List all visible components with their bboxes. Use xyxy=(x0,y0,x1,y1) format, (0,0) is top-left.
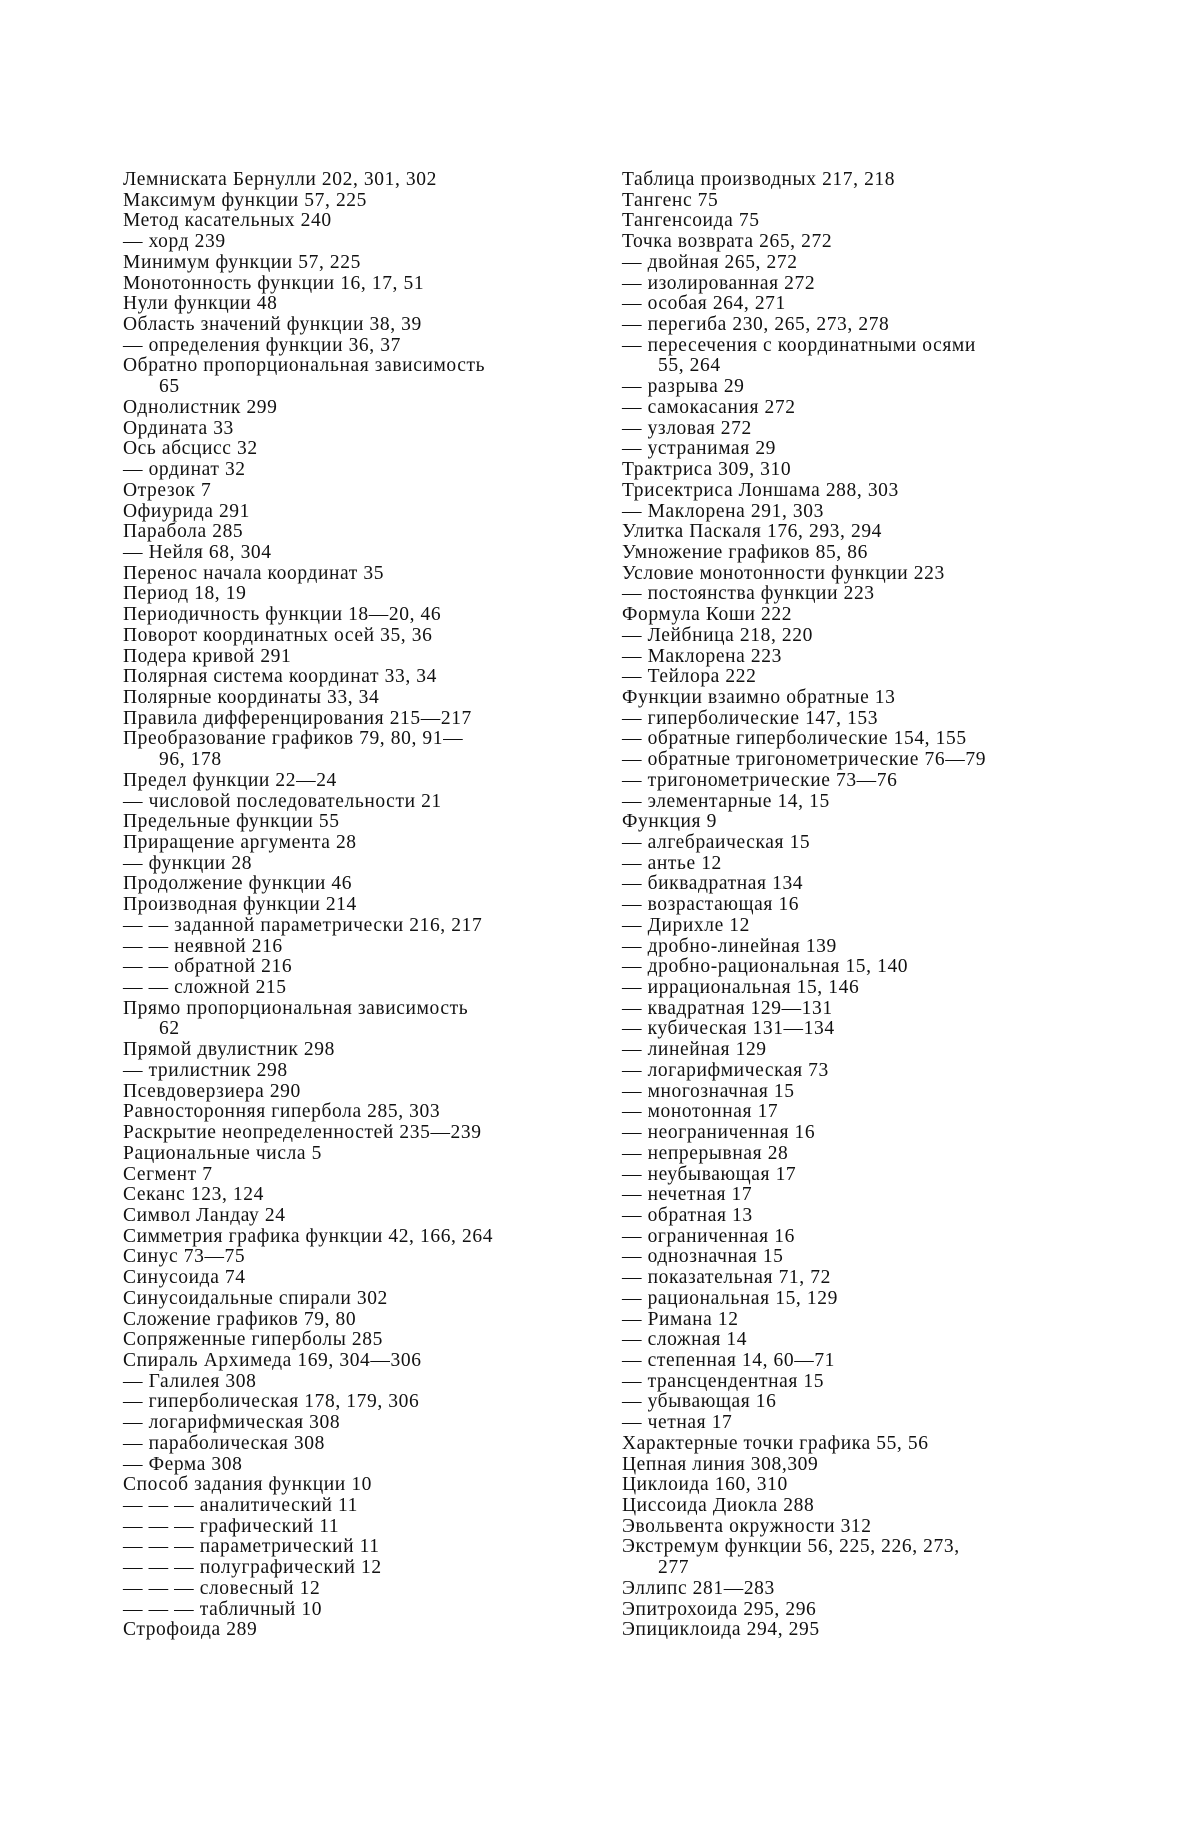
index-entry: — разрыва 29 xyxy=(622,376,745,398)
index-entry: — Ферма 308 xyxy=(123,1453,243,1475)
index-entry: Приращение аргумента 28 xyxy=(123,832,357,853)
index-entry-continuation: 277 xyxy=(658,1557,690,1579)
index-entry: — — — табличный 10 xyxy=(123,1598,323,1620)
index-entry: — Лейбница 218, 220 xyxy=(622,624,813,646)
index-entry: Продолжение функции 46 xyxy=(123,873,353,895)
index-entry-continuation: 96, 178 xyxy=(159,749,222,771)
index-entry: Нули функции 48 xyxy=(123,293,278,315)
index-entry: — Галилея 308 xyxy=(123,1370,257,1392)
index-entry: Трактриса 309, 310 xyxy=(622,459,792,481)
index-entry: — — обратной 216 xyxy=(123,956,293,978)
index-entry: Сопряженные гиперболы 285 xyxy=(123,1329,383,1351)
index-entry: — ординат 32 xyxy=(123,459,246,481)
index-entry: — обратные гиперболические 154, 155 xyxy=(622,728,967,750)
index-entry: — степенная 14, 60—71 xyxy=(622,1349,836,1371)
index-entry: Правила дифференцирования 215—217 xyxy=(123,707,472,729)
index-entry: Область значений функции 38, 39 xyxy=(123,314,422,336)
index-entry: Раскрытие неопределенностей 235—239 xyxy=(123,1122,482,1144)
index-entry: Предельные функции 55 xyxy=(123,811,340,833)
index-entry: — трилистник 298 xyxy=(123,1059,288,1081)
index-entry: Трисектриса Лоншама 288, 303 xyxy=(622,479,899,501)
index-entry: Синус 73—75 xyxy=(123,1246,246,1268)
index-entry: — возрастающая 16 xyxy=(622,894,800,916)
index-entry: Умножение графиков 85, 86 xyxy=(622,541,868,563)
index-entry: Максимум функции 57, 225 xyxy=(123,189,368,211)
index-entry: — иррациональная 15, 146 xyxy=(622,977,860,999)
index-entry: Эпитрохоида 295, 296 xyxy=(622,1598,817,1620)
index-entry: Метод касательных 240 xyxy=(123,210,332,232)
index-entry: — двойная 265, 272 xyxy=(622,251,798,273)
index-entry: Экстремум функции 56, 225, 226, 273, xyxy=(622,1536,960,1558)
index-entry: Сложение графиков 79, 80 xyxy=(123,1308,357,1330)
index-entry: Улитка Паскаля 176, 293, 294 xyxy=(622,521,883,543)
index-entry: Строфоида 289 xyxy=(123,1619,258,1641)
index-entry: — устранимая 29 xyxy=(622,438,777,460)
index-entry: Циссоида Диокла 288 xyxy=(622,1495,815,1516)
index-entry: — — неявной 216 xyxy=(123,935,283,957)
index-entry: — элементарные 14, 15 xyxy=(622,790,830,812)
index-entry: Сегмент 7 xyxy=(123,1163,213,1185)
index-entry: — дробно-рациональная 15, 140 xyxy=(622,956,909,978)
index-entry: Рациональные числа 5 xyxy=(123,1142,322,1164)
index-entry: — хорд 239 xyxy=(123,231,226,253)
index-entry: — особая 264, 271 xyxy=(622,293,786,315)
index-entry: Синусоидальные спирали 302 xyxy=(123,1287,388,1309)
index-entry: — обратные тригонометрические 76—79 xyxy=(622,749,987,771)
index-entry: — Маклорена 291, 303 xyxy=(622,500,824,522)
index-entry: Спираль Архимеда 169, 304—306 xyxy=(123,1349,422,1371)
index-entry: — дробно-линейная 139 xyxy=(622,935,837,957)
index-entry: — квадратная 129—131 xyxy=(622,997,833,1019)
index-entry: — убывающая 16 xyxy=(622,1391,777,1413)
index-entry: — тригонометрические 73—76 xyxy=(622,769,898,791)
index-entry: Прямой двулистник 298 xyxy=(123,1039,335,1061)
index-entry: — — заданной параметрически 216, 217 xyxy=(123,914,483,936)
index-entry: — рациональная 15, 129 xyxy=(622,1287,838,1309)
index-entry: — неограниченная 16 xyxy=(622,1122,816,1144)
index-entry: — монотонная 17 xyxy=(622,1101,779,1123)
index-entry: — алгебраическая 15 xyxy=(622,832,811,853)
index-entry: — трансцендентная 15 xyxy=(622,1370,825,1392)
index-entry: Полярные координаты 33, 34 xyxy=(123,686,380,708)
index-entry: Функции взаимно обратные 13 xyxy=(622,686,896,708)
index-entry: — самокасания 272 xyxy=(622,396,796,418)
index-entry: Тангенсоида 75 xyxy=(622,210,760,232)
index-entry: — — — словесный 12 xyxy=(123,1577,321,1599)
index-entry-continuation: 55, 264 xyxy=(658,355,721,377)
index-entry: — — сложной 215 xyxy=(123,977,287,999)
index-entry: — пересечения с координатными осями xyxy=(622,334,976,356)
index-entry: — логарифмическая 308 xyxy=(123,1412,341,1434)
index-entry: Обратно пропорциональная зависимость xyxy=(123,355,486,377)
index-column-right xyxy=(622,170,1084,1641)
index-entry: Точка возврата 265, 272 xyxy=(622,231,833,253)
index-entry: Предел функции 22—24 xyxy=(123,769,337,791)
index-entry: Характерные точки графика 55, 56 xyxy=(622,1432,929,1454)
index-entry: — сложная 14 xyxy=(622,1329,748,1351)
index-entry: — неубывающая 17 xyxy=(622,1163,797,1185)
index-entry: — нечетная 17 xyxy=(622,1184,753,1206)
index-entry: Минимум функции 57, 225 xyxy=(123,251,361,273)
index-entry: — Дирихле 12 xyxy=(622,914,751,936)
index-entry: Полярная система координат 33, 34 xyxy=(123,666,437,688)
index-entry: — антье 12 xyxy=(622,852,722,874)
index-entry: — Маклорена 223 xyxy=(622,645,782,667)
index-entry: Символ Ландау 24 xyxy=(123,1204,286,1226)
index-entry: Производная функции 214 xyxy=(123,894,357,916)
index-entry: — изолированная 272 xyxy=(622,272,816,294)
index-column-left xyxy=(123,170,583,1641)
index-entry: Условие монотонности функции 223 xyxy=(622,562,945,584)
index-entry: Эвольвента окружности 312 xyxy=(622,1515,872,1537)
index-entry: Ордината 33 xyxy=(123,417,234,439)
index-entry: Симметрия графика функции 42, 166, 264 xyxy=(123,1225,494,1247)
index-entry: Подера кривой 291 xyxy=(123,645,292,667)
index-entry: Периодичность функции 18—20, 46 xyxy=(123,604,442,626)
index-entry: Лемниската Бернулли 202, 301, 302 xyxy=(123,169,437,190)
index-entry: — гиперболические 147, 153 xyxy=(622,707,879,729)
index-entry: — перегиба 230, 265, 273, 278 xyxy=(622,314,890,336)
index-entry: — узловая 272 xyxy=(622,417,752,439)
index-entry: — линейная 129 xyxy=(622,1039,767,1061)
index-entry: Парабола 285 xyxy=(123,521,244,543)
index-entry: Синусоида 74 xyxy=(123,1267,246,1289)
index-entry: Циклоида 160, 310 xyxy=(622,1474,788,1496)
index-entry: — определения функции 36, 37 xyxy=(123,334,401,356)
index-entry-continuation: 62 xyxy=(159,1018,180,1040)
index-entry: Таблица производных 217, 218 xyxy=(622,169,896,190)
index-entry: — показательная 71, 72 xyxy=(622,1267,831,1289)
index-entry: — однозначная 15 xyxy=(622,1246,784,1268)
index-entry: Способ задания функции 10 xyxy=(123,1474,373,1496)
index-entry: — кубическая 131—134 xyxy=(622,1018,835,1040)
index-entry: — биквадратная 134 xyxy=(622,873,804,895)
index-entry-continuation: 65 xyxy=(159,376,180,398)
index-entry: — непрерывная 28 xyxy=(622,1142,789,1164)
index-entry: — логарифмическая 73 xyxy=(622,1059,829,1081)
index-entry: Монотонность функции 16, 17, 51 xyxy=(123,272,425,294)
index-entry: Поворот координатных осей 35, 36 xyxy=(123,624,433,646)
index-entry: — — — параметрический 11 xyxy=(123,1536,380,1558)
index-entry: Секанс 123, 124 xyxy=(123,1184,264,1206)
index-entry: Отрезок 7 xyxy=(123,479,212,501)
index-entry: Период 18, 19 xyxy=(123,583,247,605)
index-entry: Тангенс 75 xyxy=(622,189,719,211)
index-entry: — Нейля 68, 304 xyxy=(123,541,272,563)
index-entry: — функции 28 xyxy=(123,852,253,874)
index-entry: — числовой последовательности 21 xyxy=(123,790,442,812)
index-entry: — обратная 13 xyxy=(622,1204,753,1226)
index-entry: — Тейлора 222 xyxy=(622,666,757,688)
index-entry: Прямо пропорциональная зависимость xyxy=(123,997,469,1019)
index-entry: Офиурида 291 xyxy=(123,500,250,522)
index-entry: — гиперболическая 178, 179, 306 xyxy=(123,1391,420,1413)
index-entry: Функция 9 xyxy=(622,811,717,833)
index-entry: — параболическая 308 xyxy=(123,1432,325,1454)
index-entry: Однолистник 299 xyxy=(123,396,278,418)
index-entry: Эпициклоида 294, 295 xyxy=(622,1619,820,1641)
index-entry: Псевдоверзиера 290 xyxy=(123,1080,301,1102)
index-entry: — постоянства функции 223 xyxy=(622,583,875,605)
index-entry: — Римана 12 xyxy=(622,1308,739,1330)
index-entry: — — — графический 11 xyxy=(123,1515,340,1537)
index-entry: Цепная линия 308,309 xyxy=(622,1453,819,1475)
index-entry: Формула Коши 222 xyxy=(622,604,793,626)
index-entry: — ограниченная 16 xyxy=(622,1225,795,1247)
index-entry: Ось абсцисс 32 xyxy=(123,438,258,460)
index-entry: Преобразование графиков 79, 80, 91— xyxy=(123,728,464,750)
index-entry: — — — полуграфический 12 xyxy=(123,1557,382,1579)
index-entry: — многозначная 15 xyxy=(622,1080,795,1102)
index-entry: Эллипс 281—283 xyxy=(622,1577,775,1599)
index-entry: — четная 17 xyxy=(622,1412,733,1434)
index-entry: Перенос начала координат 35 xyxy=(123,562,385,584)
index-entry: — — — аналитический 11 xyxy=(123,1495,358,1516)
index-entry: Равносторонняя гипербола 285, 303 xyxy=(123,1101,441,1123)
